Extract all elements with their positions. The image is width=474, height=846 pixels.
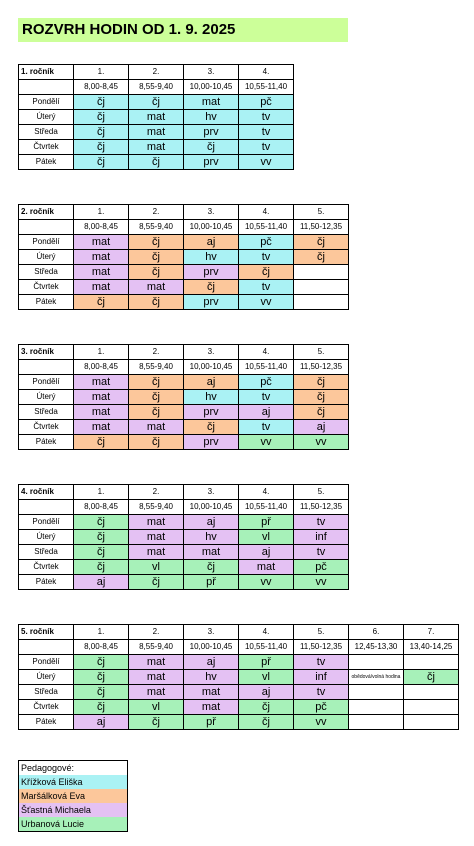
lesson-cell: prv [184, 265, 239, 280]
period-number: 4. [239, 65, 294, 80]
day-row [19, 435, 349, 450]
lesson-cell: pč [239, 95, 294, 110]
period-number: 1. [74, 345, 129, 360]
period-number: 4. [239, 485, 294, 500]
period-time: 12,45-13,30 [349, 640, 404, 655]
period-header-row [19, 205, 349, 220]
period-time: 11,50-12,35 [294, 640, 349, 655]
period-header-row [19, 485, 349, 500]
period-time: 8,55-9,40 [129, 500, 184, 515]
lesson-cell: aj [239, 685, 294, 700]
lesson-cell: čj [74, 95, 129, 110]
lesson-cell: tv [239, 110, 294, 125]
lesson-cell: inf [294, 670, 349, 685]
period-time-row [19, 500, 349, 515]
period-time: 11,50-12,35 [294, 500, 349, 515]
lesson-cell: aj [239, 405, 294, 420]
legend-item-teacher: Urbanová Lucie [19, 817, 128, 832]
lesson-cell: čj [74, 110, 129, 125]
period-number: 3. [184, 65, 239, 80]
period-number: 1. [74, 65, 129, 80]
lesson-cell: čj [74, 685, 129, 700]
lesson-cell: čj [74, 545, 129, 560]
lesson-cell: prv [184, 295, 239, 310]
lesson-cell: mat [239, 560, 294, 575]
lesson-cell: vl [239, 670, 294, 685]
lesson-cell: tv [239, 390, 294, 405]
day-row [19, 685, 459, 700]
period-number: 1. [74, 205, 129, 220]
lesson-cell: čj [129, 575, 184, 590]
lesson-cell: př [239, 515, 294, 530]
day-label: Pondělí [19, 235, 74, 250]
lesson-cell: mat [74, 280, 129, 295]
day-label: Čtvrtek [19, 140, 74, 155]
period-header-row [19, 65, 294, 80]
lesson-cell: mat [74, 405, 129, 420]
day-label: Úterý [19, 110, 74, 125]
day-label: Středa [19, 265, 74, 280]
period-number: 4. [239, 625, 294, 640]
lesson-cell: mat [184, 545, 239, 560]
lesson-cell: aj [184, 515, 239, 530]
lesson-cell: prv [184, 405, 239, 420]
lesson-cell: mat [129, 125, 184, 140]
lesson-cell: mat [74, 375, 129, 390]
time-row-spacer [19, 640, 74, 655]
lesson-cell: inf [294, 530, 349, 545]
period-time: 8,55-9,40 [129, 80, 184, 95]
lesson-cell: mat [184, 95, 239, 110]
period-time: 10,55-11,40 [239, 220, 294, 235]
period-time: 13,40-14,25 [404, 640, 459, 655]
lesson-cell: vv [294, 575, 349, 590]
period-time: 11,50-12,35 [294, 360, 349, 375]
lesson-cell: čj [129, 95, 184, 110]
lesson-cell: př [239, 655, 294, 670]
period-number: 1. [74, 625, 129, 640]
day-label: Středa [19, 125, 74, 140]
day-label: Pátek [19, 295, 74, 310]
lesson-cell: aj [184, 235, 239, 250]
day-row [19, 110, 294, 125]
teacher-legend [18, 760, 128, 832]
lesson-cell: mat [129, 530, 184, 545]
time-row-spacer [19, 500, 74, 515]
timetable-grade-2 [18, 204, 349, 310]
lesson-cell: mat [129, 280, 184, 295]
grade-label: 5. ročník [19, 625, 74, 640]
day-row [19, 420, 349, 435]
lesson-cell [404, 715, 459, 730]
period-time: 8,00-8,45 [74, 640, 129, 655]
period-time: 10,55-11,40 [239, 500, 294, 515]
lesson-cell: pč [294, 560, 349, 575]
day-row [19, 280, 349, 295]
lesson-cell: mat [129, 545, 184, 560]
lesson-cell: čj [294, 250, 349, 265]
lesson-cell: čj [74, 655, 129, 670]
lesson-cell [404, 655, 459, 670]
day-label: Pátek [19, 715, 74, 730]
lesson-cell: tv [294, 655, 349, 670]
lesson-cell: čj [74, 125, 129, 140]
lesson-cell: čj [74, 435, 129, 450]
day-row [19, 530, 349, 545]
period-time: 8,00-8,45 [74, 500, 129, 515]
lesson-cell: tv [239, 140, 294, 155]
period-time-row [19, 80, 294, 95]
period-time-row [19, 360, 349, 375]
day-row [19, 700, 459, 715]
lesson-cell: čj [294, 405, 349, 420]
day-row [19, 390, 349, 405]
period-time-row [19, 640, 459, 655]
period-time: 10,55-11,40 [239, 360, 294, 375]
lesson-cell: hv [184, 530, 239, 545]
grade-label: 1. ročník [19, 65, 74, 80]
lesson-cell: čj [184, 280, 239, 295]
lesson-cell: aj [184, 655, 239, 670]
lesson-cell: tv [239, 250, 294, 265]
lesson-cell: vv [239, 435, 294, 450]
lesson-cell [294, 265, 349, 280]
timetable-grade-4 [18, 484, 349, 590]
day-label: Pondělí [19, 375, 74, 390]
lesson-cell: aj [184, 375, 239, 390]
lesson-cell [404, 685, 459, 700]
lesson-cell: mat [74, 420, 129, 435]
lesson-cell: aj [74, 575, 129, 590]
lesson-cell: prv [184, 155, 239, 170]
period-number: 2. [129, 625, 184, 640]
lesson-cell: pč [239, 235, 294, 250]
legend-item-teacher: Maršálková Eva [19, 789, 128, 803]
legend-heading: Pedagogové: [19, 761, 128, 776]
lesson-cell: mat [129, 685, 184, 700]
day-label: Úterý [19, 530, 74, 545]
lesson-cell: prv [184, 125, 239, 140]
time-row-spacer [19, 360, 74, 375]
lesson-cell: čj [404, 670, 459, 685]
period-header-row [19, 625, 459, 640]
day-label: Středa [19, 405, 74, 420]
lesson-cell: mat [184, 685, 239, 700]
lesson-cell: čj [74, 515, 129, 530]
day-row [19, 575, 349, 590]
lesson-cell: hv [184, 390, 239, 405]
period-number: 3. [184, 345, 239, 360]
lesson-cell: aj [239, 545, 294, 560]
lesson-cell: prv [184, 435, 239, 450]
day-row [19, 250, 349, 265]
period-number: 5. [294, 345, 349, 360]
lesson-cell: mat [74, 390, 129, 405]
day-label: Čtvrtek [19, 280, 74, 295]
lesson-cell: čj [74, 560, 129, 575]
lesson-cell: hv [184, 250, 239, 265]
lesson-cell: čj [74, 140, 129, 155]
lesson-cell [349, 685, 404, 700]
lesson-cell: tv [239, 280, 294, 295]
lesson-cell: čj [74, 700, 129, 715]
day-row [19, 125, 294, 140]
period-time: 11,50-12,35 [294, 220, 349, 235]
period-time: 10,00-10,45 [184, 220, 239, 235]
day-row [19, 295, 349, 310]
lesson-cell: vv [239, 155, 294, 170]
day-row [19, 405, 349, 420]
lesson-cell: tv [294, 515, 349, 530]
period-number: 3. [184, 485, 239, 500]
day-row [19, 375, 349, 390]
period-header-row [19, 345, 349, 360]
day-row [19, 235, 349, 250]
lesson-cell: čj [294, 375, 349, 390]
lesson-cell [349, 715, 404, 730]
lesson-cell: čj [294, 390, 349, 405]
lesson-cell: vv [239, 575, 294, 590]
day-row [19, 515, 349, 530]
lesson-cell: čj [239, 700, 294, 715]
lesson-cell: čj [129, 295, 184, 310]
lesson-cell: mat [129, 420, 184, 435]
lesson-cell: mat [129, 670, 184, 685]
day-label: Pondělí [19, 95, 74, 110]
lesson-cell: mat [74, 250, 129, 265]
lesson-cell: pč [294, 700, 349, 715]
day-label: Středa [19, 685, 74, 700]
lesson-cell: čj [74, 295, 129, 310]
period-number: 2. [129, 485, 184, 500]
lesson-cell: čj [239, 715, 294, 730]
period-time: 8,55-9,40 [129, 640, 184, 655]
lesson-cell: čj [129, 405, 184, 420]
day-row [19, 155, 294, 170]
day-label: Pátek [19, 155, 74, 170]
lesson-cell: čj [129, 435, 184, 450]
period-time-row [19, 220, 349, 235]
lesson-cell: mat [129, 515, 184, 530]
period-time: 10,55-11,40 [239, 640, 294, 655]
period-time: 8,00-8,45 [74, 80, 129, 95]
lesson-cell: mat [129, 655, 184, 670]
time-row-spacer [19, 80, 74, 95]
day-label: Čtvrtek [19, 700, 74, 715]
period-time: 10,00-10,45 [184, 640, 239, 655]
day-row [19, 265, 349, 280]
lesson-cell: mat [74, 235, 129, 250]
day-row [19, 715, 459, 730]
day-label: Středa [19, 545, 74, 560]
lesson-cell: tv [294, 685, 349, 700]
lesson-cell: vv [239, 295, 294, 310]
day-label: Pátek [19, 575, 74, 590]
lesson-cell: vv [294, 715, 349, 730]
period-number: 6. [349, 625, 404, 640]
lesson-cell: vl [129, 560, 184, 575]
lesson-cell: mat [129, 110, 184, 125]
period-time: 8,00-8,45 [74, 220, 129, 235]
lesson-cell: tv [294, 545, 349, 560]
period-number: 2. [129, 345, 184, 360]
day-label: Pondělí [19, 515, 74, 530]
lesson-cell: čj [74, 670, 129, 685]
lesson-cell: mat [74, 265, 129, 280]
lesson-cell: mat [184, 700, 239, 715]
period-number: 1. [74, 485, 129, 500]
lesson-cell: čj [294, 235, 349, 250]
period-number: 3. [184, 205, 239, 220]
lesson-cell: čj [74, 530, 129, 545]
period-number: 5. [294, 205, 349, 220]
lesson-cell: tv [239, 420, 294, 435]
grade-label: 3. ročník [19, 345, 74, 360]
lesson-cell: vl [129, 700, 184, 715]
lesson-cell: čj [129, 715, 184, 730]
lesson-cell [294, 295, 349, 310]
timetable-grade-3 [18, 344, 349, 450]
period-number: 2. [129, 205, 184, 220]
grade-label: 2. ročník [19, 205, 74, 220]
lesson-cell: aj [294, 420, 349, 435]
lunch-break-note: obědová/volná hodina [349, 670, 404, 685]
lesson-cell: čj [239, 265, 294, 280]
lesson-cell: hv [184, 110, 239, 125]
lesson-cell: čj [184, 420, 239, 435]
day-row [19, 670, 459, 685]
period-time: 10,55-11,40 [239, 80, 294, 95]
lesson-cell: hv [184, 670, 239, 685]
legend-item-teacher: Šťastná Michaela [19, 803, 128, 817]
timetable-grade-1 [18, 64, 294, 170]
lesson-cell: aj [74, 715, 129, 730]
day-label: Pátek [19, 435, 74, 450]
lesson-cell: čj [184, 140, 239, 155]
lesson-cell [294, 280, 349, 295]
lesson-cell: vv [294, 435, 349, 450]
lesson-cell: čj [129, 250, 184, 265]
period-time: 8,55-9,40 [129, 220, 184, 235]
lesson-cell: čj [129, 375, 184, 390]
period-number: 7. [404, 625, 459, 640]
day-row [19, 560, 349, 575]
day-label: Úterý [19, 670, 74, 685]
day-row [19, 95, 294, 110]
lesson-cell: tv [239, 125, 294, 140]
day-row [19, 545, 349, 560]
period-time: 10,00-10,45 [184, 500, 239, 515]
lesson-cell: čj [129, 265, 184, 280]
grade-label: 4. ročník [19, 485, 74, 500]
period-number: 3. [184, 625, 239, 640]
lesson-cell: čj [184, 560, 239, 575]
lesson-cell: př [184, 715, 239, 730]
lesson-cell: pč [239, 375, 294, 390]
lesson-cell [404, 700, 459, 715]
day-label: Úterý [19, 250, 74, 265]
lesson-cell: čj [129, 390, 184, 405]
timetable-grade-5 [18, 624, 459, 730]
day-label: Čtvrtek [19, 420, 74, 435]
legend-item-teacher: Křížková Eliška [19, 775, 128, 789]
lesson-cell: př [184, 575, 239, 590]
lesson-cell [349, 700, 404, 715]
period-time: 10,00-10,45 [184, 360, 239, 375]
lesson-cell: čj [129, 235, 184, 250]
lesson-cell: mat [129, 140, 184, 155]
period-number: 5. [294, 485, 349, 500]
day-row [19, 655, 459, 670]
day-label: Čtvrtek [19, 560, 74, 575]
period-time: 8,55-9,40 [129, 360, 184, 375]
period-number: 4. [239, 345, 294, 360]
page-title: ROZVRH HODIN OD 1. 9. 2025 [18, 18, 348, 42]
day-label: Pondělí [19, 655, 74, 670]
lesson-cell: vl [239, 530, 294, 545]
lesson-cell: čj [129, 155, 184, 170]
time-row-spacer [19, 220, 74, 235]
period-time: 8,00-8,45 [74, 360, 129, 375]
period-time: 10,00-10,45 [184, 80, 239, 95]
day-row [19, 140, 294, 155]
day-label: Úterý [19, 390, 74, 405]
lesson-cell [349, 655, 404, 670]
period-number: 5. [294, 625, 349, 640]
period-number: 4. [239, 205, 294, 220]
lesson-cell: čj [74, 155, 129, 170]
period-number: 2. [129, 65, 184, 80]
